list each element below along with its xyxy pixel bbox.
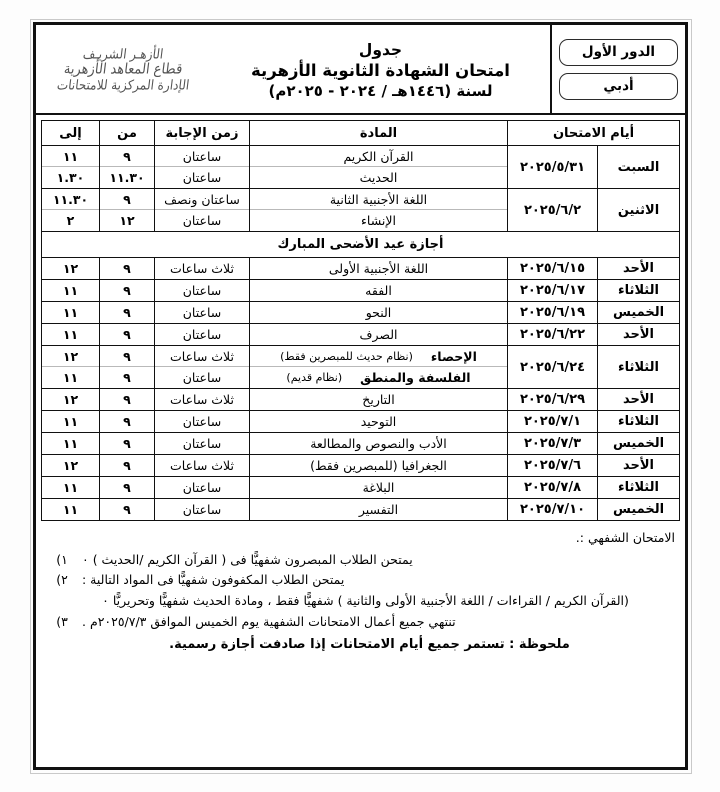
cell-to bbox=[42, 346, 100, 389]
logo-line-authority: الأزهـر الشريـف bbox=[82, 45, 165, 62]
column-header-from: من bbox=[100, 121, 155, 146]
cell-duration-part: ساعتان ونصف bbox=[155, 189, 249, 210]
cell-day: الثلاثاء bbox=[598, 280, 680, 302]
cell-subject: الأدب والنصوص والمطالعة bbox=[250, 433, 508, 455]
schedule-table-wrapper bbox=[36, 115, 685, 521]
table-row bbox=[42, 324, 680, 346]
cell-subject-part: الإنشاء bbox=[361, 213, 396, 228]
table-row bbox=[42, 389, 680, 411]
cell-duration: ثلاث ساعات bbox=[155, 389, 250, 411]
cell-date: ٢٠٢٥/٦/٢٢ bbox=[508, 324, 598, 346]
cell-from: ٩ bbox=[100, 499, 155, 521]
cell-date: ٢٠٢٥/٧/٦ bbox=[508, 455, 598, 477]
cell-day: الثلاثاء bbox=[598, 346, 680, 389]
cell-to-part: ١١.٣٠ bbox=[42, 189, 99, 210]
cell-from-part: ١٢ bbox=[119, 213, 135, 228]
cell-subject-part: الفلسفة والمنطق (نظام قديم) bbox=[286, 370, 471, 385]
cell-duration-part: ساعتان bbox=[155, 146, 249, 167]
cell-to: ١١ bbox=[42, 433, 100, 455]
table-row bbox=[42, 411, 680, 433]
document-sheet bbox=[33, 22, 688, 770]
cell-day: السبت bbox=[598, 146, 680, 189]
column-header-day: أيام الامتحان bbox=[508, 121, 680, 146]
table-header-row bbox=[42, 121, 680, 146]
cell-to: ١١ bbox=[42, 324, 100, 346]
cell-from-part: ٩ bbox=[100, 346, 154, 367]
cell-duration: ساعتان bbox=[155, 499, 250, 521]
cell-duration-part: ساعتان bbox=[182, 213, 222, 228]
table-row bbox=[42, 280, 680, 302]
cell-subject: الجغرافيا (للمبصرين فقط) bbox=[250, 455, 508, 477]
cell-to: ١١ bbox=[42, 477, 100, 499]
oral-exam-heading: الامتحان الشفهي :. bbox=[575, 530, 675, 545]
cell-subject bbox=[250, 146, 508, 189]
page-subtitle: امتحان الشهادة الثانوية الأزهرية bbox=[251, 60, 510, 80]
table-row bbox=[42, 455, 680, 477]
cell-subject-part: القرآن الكريم bbox=[250, 146, 507, 167]
cell-to: ١١ bbox=[42, 499, 100, 521]
cell-day: الأحد bbox=[598, 258, 680, 280]
badge-track: أدبي bbox=[559, 73, 678, 100]
header-badges bbox=[550, 25, 685, 113]
cell-to-part: ١١ bbox=[62, 370, 79, 385]
cell-duration: ساعتان bbox=[155, 411, 250, 433]
cell-date: ٢٠٢٥/٦/١٧ bbox=[508, 280, 598, 302]
column-header-to: إلى bbox=[42, 121, 100, 146]
footnote-text: يمتحن الطلاب المبصرون شفهيًّا فى ( القرآن الكريم /الحديث ) ٠ bbox=[82, 551, 413, 567]
cell-from bbox=[100, 189, 155, 232]
cell-to: ١١ bbox=[42, 411, 100, 433]
cell-date: ٢٠٢٥/٥/٣١ bbox=[508, 146, 598, 189]
exam-schedule-table bbox=[41, 120, 680, 521]
cell-day: الأحد bbox=[598, 324, 680, 346]
cell-from: ٩ bbox=[100, 389, 155, 411]
cell-from bbox=[100, 346, 155, 389]
table-row bbox=[42, 146, 680, 189]
footnote-item bbox=[46, 550, 675, 571]
cell-from-part: ١١.٣٠ bbox=[109, 170, 145, 185]
table-row bbox=[42, 258, 680, 280]
table-row bbox=[42, 302, 680, 324]
footnote-index: ١) bbox=[56, 551, 68, 567]
page-title: جدول bbox=[358, 40, 403, 59]
footnote-item bbox=[46, 570, 675, 591]
cell-to bbox=[42, 146, 100, 189]
cell-to: ١٢ bbox=[42, 389, 100, 411]
cell-from: ٩ bbox=[100, 411, 155, 433]
page-year: لسنة (١٤٤٦هـ / ٢٠٢٤ - ٢٠٢٥م) bbox=[268, 81, 493, 100]
cell-to: ١٢ bbox=[42, 258, 100, 280]
cell-from: ٩ bbox=[100, 302, 155, 324]
cell-day: الثلاثاء bbox=[598, 477, 680, 499]
cell-to-part: ١٢ bbox=[42, 346, 99, 367]
cell-day: الاثنين bbox=[598, 189, 680, 232]
cell-to-part: ١١ bbox=[42, 146, 99, 167]
cell-subject: الصرف bbox=[250, 324, 508, 346]
cell-subject: النحو bbox=[250, 302, 508, 324]
table-row bbox=[42, 189, 680, 232]
cell-duration-part: ساعتان bbox=[182, 170, 222, 185]
cell-from: ٩ bbox=[100, 455, 155, 477]
footnote-item bbox=[46, 612, 675, 633]
cell-date: ٢٠٢٥/٧/٣ bbox=[508, 433, 598, 455]
cell-day: الخميس bbox=[598, 433, 680, 455]
cell-date: ٢٠٢٥/٦/١٥ bbox=[508, 258, 598, 280]
cell-date: ٢٠٢٥/٧/١ bbox=[508, 411, 598, 433]
cell-from: ٩ bbox=[100, 477, 155, 499]
cell-to-part: ٢ bbox=[66, 213, 75, 228]
cell-subject: اللغة الأجنبية الأولى bbox=[250, 258, 508, 280]
footnote-index: ٢) bbox=[56, 572, 68, 588]
cell-date: ٢٠٢٥/٦/٢٤ bbox=[508, 346, 598, 389]
footnote-index: ٣) bbox=[56, 613, 68, 629]
cell-to bbox=[42, 189, 100, 232]
cell-date: ٢٠٢٥/٦/٢٩ bbox=[508, 389, 598, 411]
cell-subject-part: اللغة الأجنبية الثانية bbox=[250, 189, 507, 210]
holiday-row bbox=[42, 232, 680, 258]
cell-to-part: ١.٣٠ bbox=[56, 170, 85, 185]
footnote-text: يمتحن الطلاب المكفوفون شفهيًّا فى المواد التالية : bbox=[82, 572, 345, 588]
header-title-block bbox=[211, 25, 550, 113]
cell-from: ٩ bbox=[100, 433, 155, 455]
cell-duration bbox=[155, 189, 250, 232]
cell-from-part: ٩ bbox=[100, 146, 154, 167]
cell-date: ٢٠٢٥/٦/١٩ bbox=[508, 302, 598, 324]
azhar-logo bbox=[36, 25, 211, 113]
cell-day: الأحد bbox=[598, 455, 680, 477]
cell-duration-part: ساعتان bbox=[182, 370, 222, 385]
cell-subject bbox=[250, 189, 508, 232]
footnotes-block bbox=[36, 521, 685, 656]
cell-subject: التاريخ bbox=[250, 389, 508, 411]
cell-subject: الفقه bbox=[250, 280, 508, 302]
cell-duration: ساعتان bbox=[155, 280, 250, 302]
cell-date: ٢٠٢٥/٧/١٠ bbox=[508, 499, 598, 521]
official-holiday-notice: ملحوظة : تستمر جميع أيام الامتحانات إذا صادفت أجازة رسمية. bbox=[169, 637, 570, 653]
cell-duration: ساعتان bbox=[155, 324, 250, 346]
cell-duration: ساعتان bbox=[155, 433, 250, 455]
cell-duration bbox=[155, 346, 250, 389]
cell-day: الثلاثاء bbox=[598, 411, 680, 433]
column-header-duration: زمن الإجابة bbox=[155, 121, 250, 146]
cell-duration-part: ثلاث ساعات bbox=[155, 346, 249, 367]
cell-subject: التفسير bbox=[250, 499, 508, 521]
table-row bbox=[42, 477, 680, 499]
column-header-subject: المادة bbox=[250, 121, 508, 146]
logo-line-department: الإدارة المركزية للامتحانات bbox=[56, 76, 191, 93]
cell-to: ١١ bbox=[42, 302, 100, 324]
cell-subject-part: الحديث bbox=[359, 170, 398, 185]
badge-round: الدور الأول bbox=[559, 39, 678, 66]
cell-duration bbox=[155, 146, 250, 189]
cell-day: الخميس bbox=[598, 499, 680, 521]
cell-subject: البلاغة bbox=[250, 477, 508, 499]
cell-from: ٩ bbox=[100, 280, 155, 302]
cell-to: ١١ bbox=[42, 280, 100, 302]
cell-subject-part: الإحصاء (نظام حديث للمبصرين فقط) bbox=[250, 346, 507, 367]
table-row bbox=[42, 499, 680, 521]
cell-from-part: ٩ bbox=[100, 189, 154, 210]
holiday-label: أجازة عيد الأضحى المبارك bbox=[42, 232, 680, 258]
cell-from bbox=[100, 146, 155, 189]
cell-date: ٢٠٢٥/٧/٨ bbox=[508, 477, 598, 499]
cell-day: الخميس bbox=[598, 302, 680, 324]
logo-line-sector: قطاع المعاهد الأزهرية bbox=[63, 60, 184, 78]
table-body bbox=[42, 146, 680, 521]
cell-subject bbox=[250, 346, 508, 389]
footnote-subjects-detail: (القرآن الكريم / القراءات / اللغة الأجنبية الأولى والثانية ) شفهيًّا فقط ، ومادة الحديث شفهيًّا وتحريريًّا ٠ bbox=[102, 592, 629, 608]
table-row bbox=[42, 433, 680, 455]
cell-day: الأحد bbox=[598, 389, 680, 411]
cell-from: ٩ bbox=[100, 324, 155, 346]
cell-duration: ثلاث ساعات bbox=[155, 455, 250, 477]
cell-date: ٢٠٢٥/٦/٢ bbox=[508, 189, 598, 232]
footnote-text: تنتهي جميع أعمال الامتحانات الشفهية يوم الخميس الموافق ٢٠٢٥/٧/٣م . bbox=[82, 613, 456, 629]
cell-from-part: ٩ bbox=[123, 370, 131, 385]
cell-duration: ساعتان bbox=[155, 477, 250, 499]
document-header bbox=[36, 25, 685, 115]
cell-from: ٩ bbox=[100, 258, 155, 280]
table-row bbox=[42, 346, 680, 389]
cell-duration: ثلاث ساعات bbox=[155, 258, 250, 280]
cell-subject: التوحيد bbox=[250, 411, 508, 433]
cell-duration: ساعتان bbox=[155, 302, 250, 324]
cell-to: ١٢ bbox=[42, 455, 100, 477]
